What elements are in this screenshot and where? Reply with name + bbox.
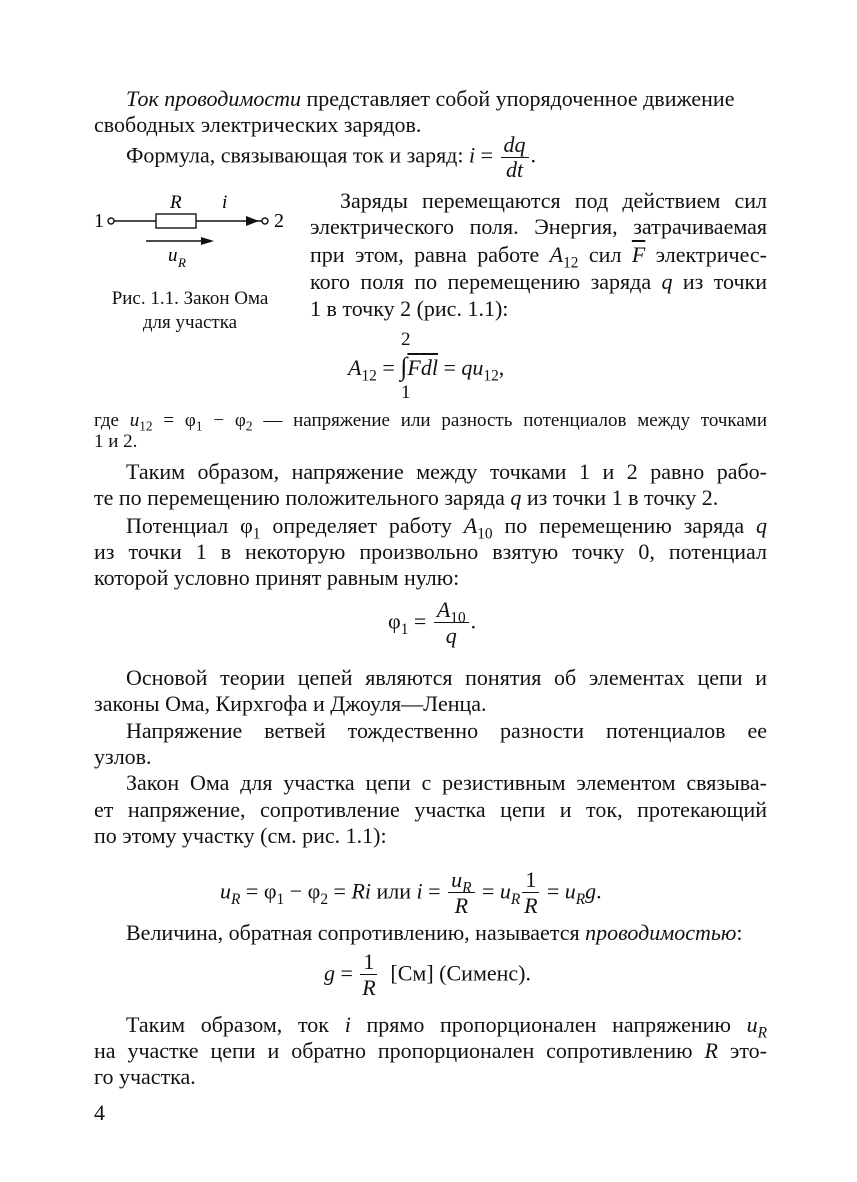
term-conductance: проводимостью [585, 920, 737, 945]
fraction-1-R: $\frac{1}{R}$ [524, 867, 538, 918]
p7-line-3: по этому участку (см. рис. 1.1): [94, 823, 387, 848]
node-1-label: 1 [94, 210, 104, 232]
page-number: 4 [94, 1100, 105, 1125]
p2-line-1: Заряды перемещаются под действием сил [340, 188, 767, 213]
node-2-terminal [262, 218, 268, 224]
p7-line-2: ет напряжение, сопротивление участка цепи и ток, протекающий [94, 797, 767, 822]
formula-ohm: $u_R = \varphi_1 - \varphi_2 = Ri$ или i = $\frac{u_R}{R} = u_R$ $\frac{1}{R} = u_Rg$. [220, 867, 602, 918]
fraction-1-R-g: $\frac{1}{R}$ [362, 949, 376, 1000]
p9-line-3: го участка. [94, 1064, 196, 1089]
p4-line-2: из точки 1 в некоторую произвольно взятую точку 0, потенциал [94, 539, 767, 564]
p2-line-4: кого поля по перемещению заряда q из точки [310, 269, 767, 294]
p6-line-2: узлов. [94, 744, 152, 769]
p9-line-1: Таким образом, ток i прямо пропорционален напряжению $u_R$ [126, 1012, 767, 1042]
formula-conductance: g = $\frac{1}{R} [См]$ (Сименс). [324, 949, 531, 1000]
p5-line-1: Основой теории цепей являются понятия об элементах цепи и [126, 665, 767, 690]
term-conduction-current: Ток проводимости [126, 86, 302, 111]
where-line-2: 1 и 2. [94, 431, 138, 452]
integral-lower-limit: 1 [401, 382, 411, 403]
fraction-a10-q: $\frac{A_{10}}{q}$ [434, 598, 469, 649]
node-1-terminal [108, 218, 114, 224]
where-line-1: где $u_{12} = \varphi_1 - \varphi_2$ — напряжение или разность потенциалов между точками [94, 410, 767, 434]
p9-line-2: на участке цепи и обратно пропорционален сопротивлению R это- [94, 1038, 767, 1063]
integral-formula: $A_{12} = \int\overline{F}\overline{dl} = qu_{12}$, [348, 352, 505, 385]
p8-line-1: Величина, обратная сопротивлению, называется проводимостью: [126, 920, 743, 945]
figure-ohm-circuit [94, 188, 294, 278]
p4-line-3: которой условно принят равным нулю: [94, 565, 460, 590]
fraction-dq-dt: $\frac{dq}{dt}$ [501, 133, 529, 182]
p3-line-2: те по перемещению положительного заряда q из точки 1 в точку 2. [94, 485, 719, 510]
figure-caption-line-2: для участка [142, 312, 238, 333]
p3-line-1: Таким образом, напряжение между точками 1 и 2 равно рабо- [126, 459, 767, 484]
p1-line-2: свободных электрических зарядов. [94, 112, 422, 137]
formula-phi1: $\varphi_1$ = $\frac{A_{10}}{q}$. [388, 597, 477, 648]
p7-line-1: Закон Ома для участка цепи с резистивным элементом связыва- [126, 770, 767, 795]
resistor-label: R [170, 192, 182, 213]
p2-line-3: при этом, равна работе $A_{12}$ сил $\overline{F}$ электричес- [310, 242, 767, 272]
figure-caption-line-1: Рис. 1.1. Закон Ома [111, 288, 269, 309]
node-2-label: 2 [274, 210, 284, 232]
p6-line-1: Напряжение ветвей тождественно разности потенциалов ее [126, 718, 767, 743]
integral-upper-limit: 2 [401, 329, 411, 350]
voltage-arrow-head [201, 237, 214, 245]
formula-current-charge: Формула, связывающая ток и заряд: i = $\frac{dq}{dt}$ . [126, 132, 537, 182]
voltage-label: u [168, 245, 178, 266]
current-arrow [246, 216, 259, 226]
fraction-uR-R: $\frac{u_R}{R}$ [448, 868, 474, 919]
p4-line-1: Потенциал $\varphi_1$ определяет работу $A_{10}$ по перемещению заряда q [126, 513, 767, 543]
p1-line-1: Ток проводимости представляет собой упорядоченное движение [126, 86, 735, 111]
voltage-label-sub: R [178, 255, 186, 270]
p5-line-2: законы Ома, Кирхгофа и Джоуля—Ленца. [94, 691, 487, 716]
current-label: i [222, 192, 228, 213]
resistor-symbol [156, 214, 196, 228]
p2-line-5: 1 в точку 2 (рис. 1.1): [310, 296, 509, 321]
p2-line-2: электрического поля. Энергия, затрачиваемая [310, 214, 767, 239]
